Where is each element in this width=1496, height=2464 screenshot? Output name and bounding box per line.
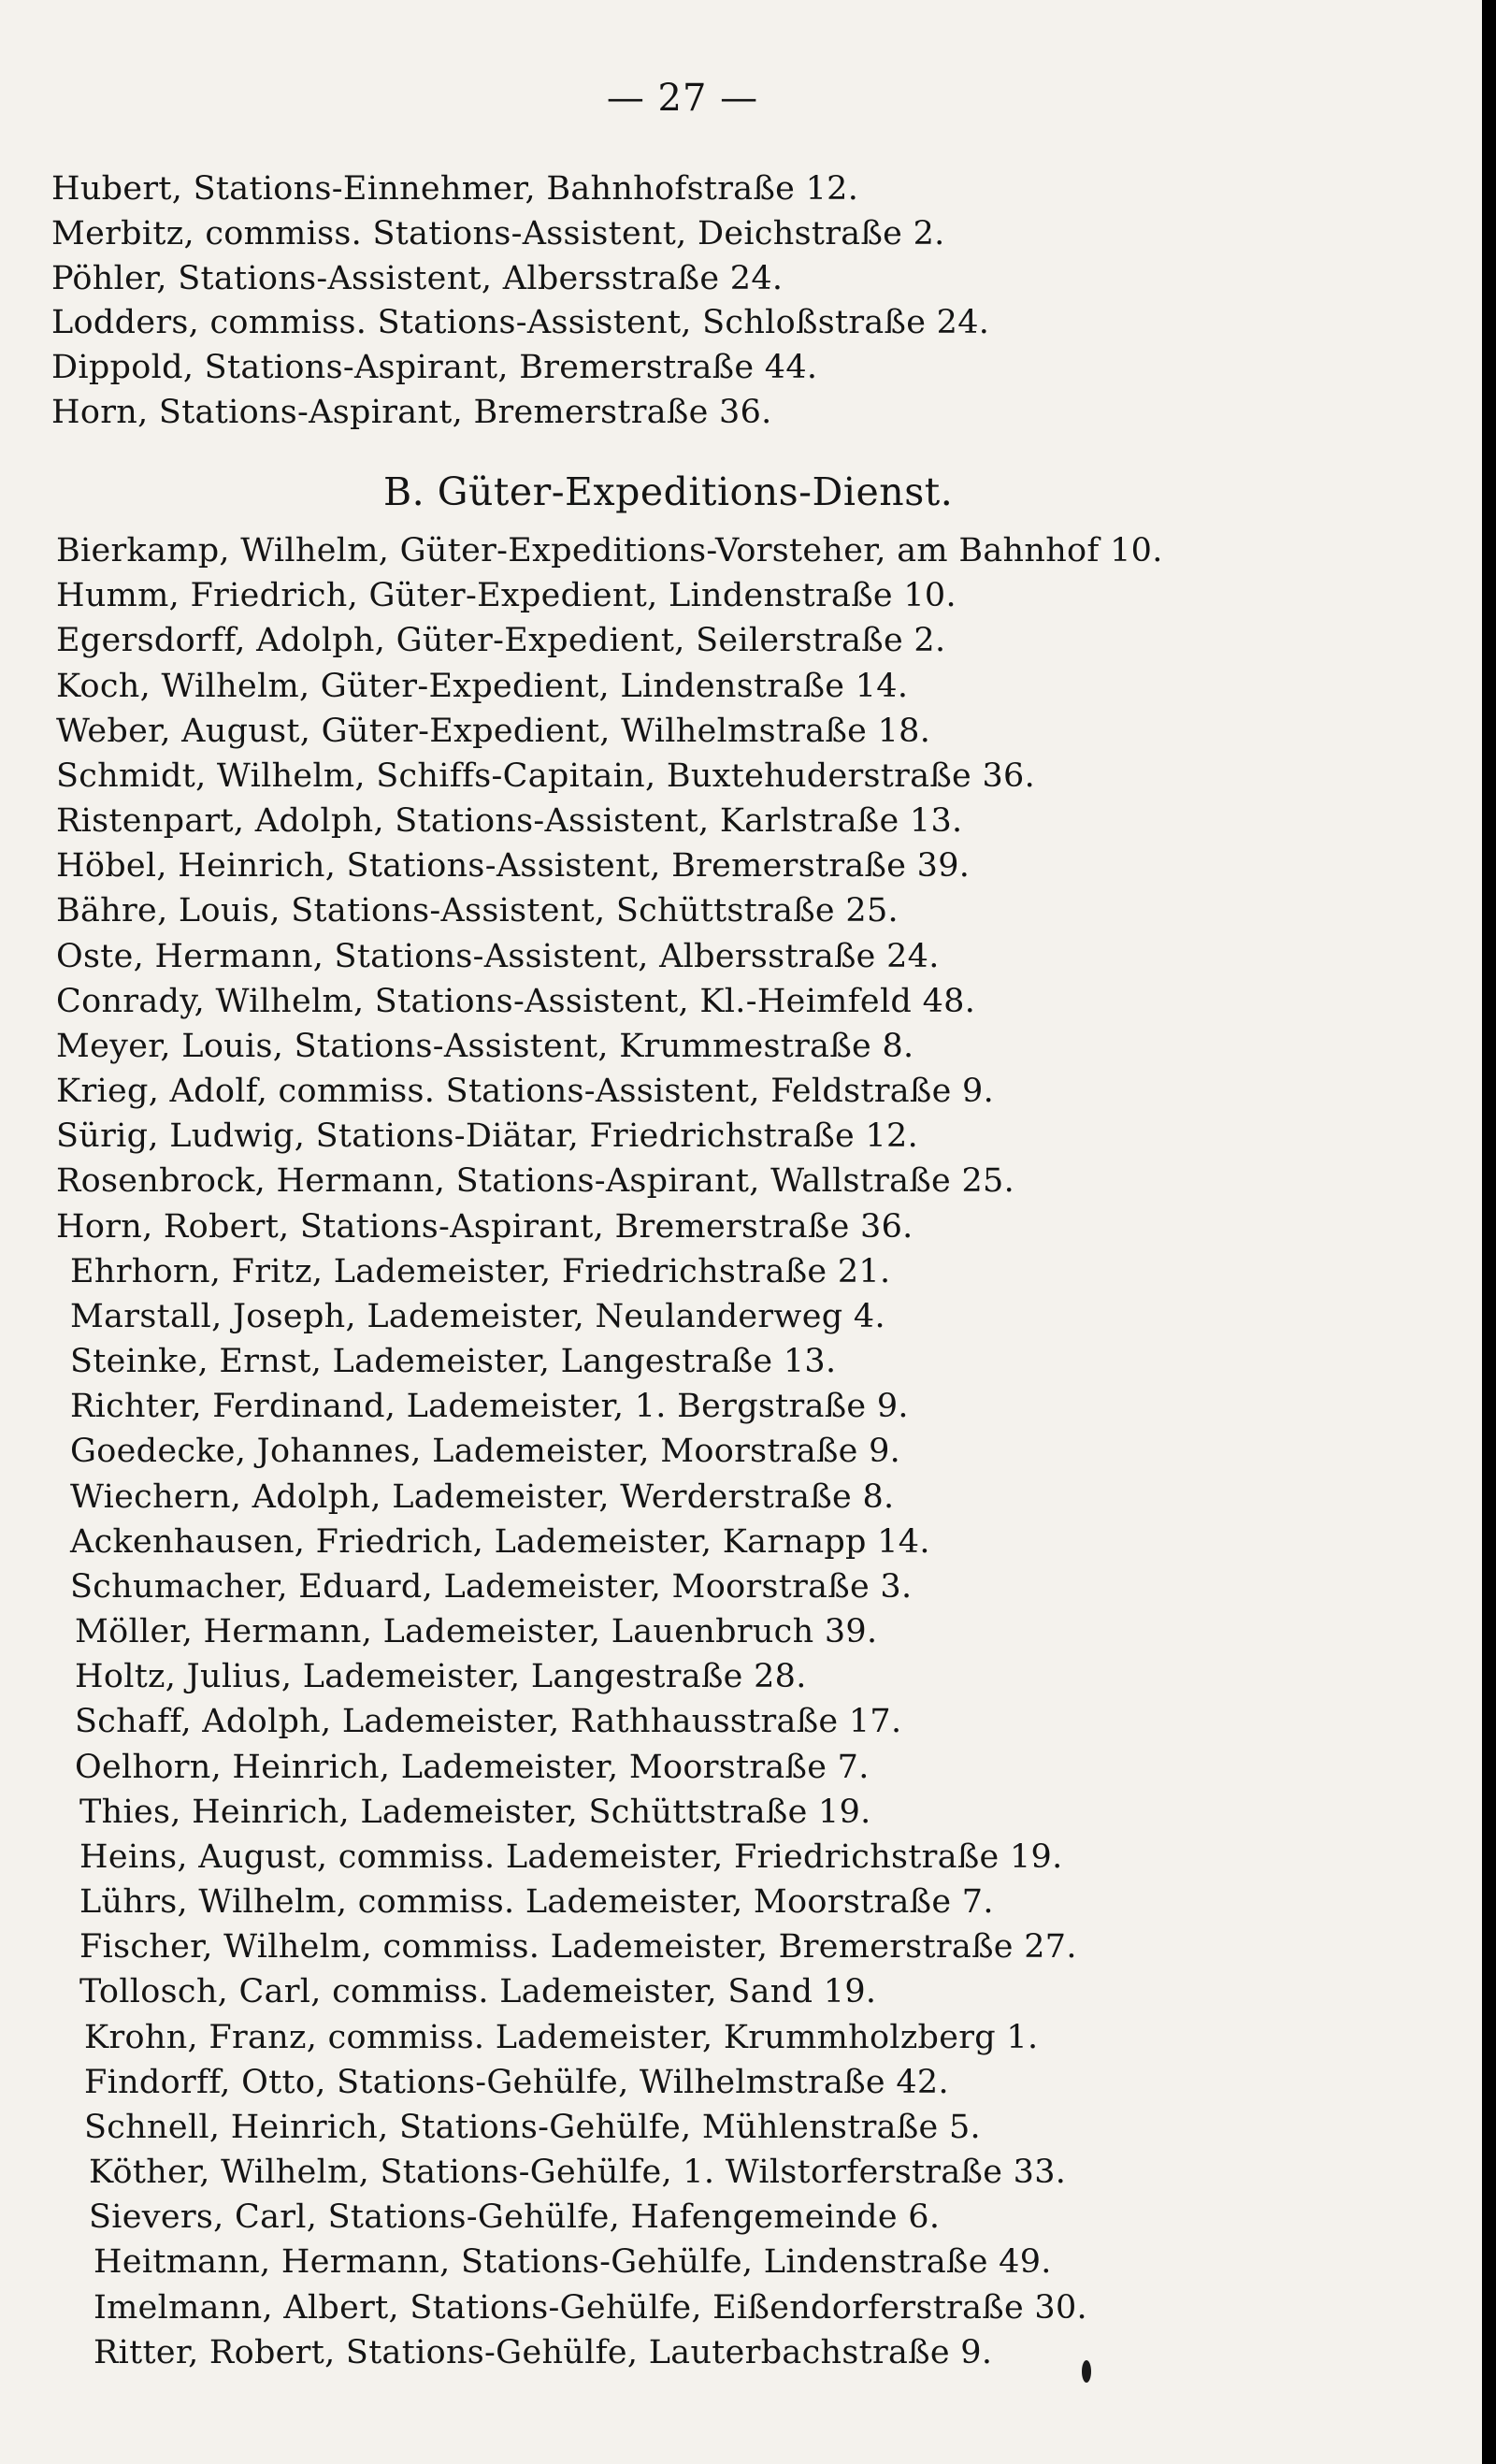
list-item: Imelmann, Albert, Stations-Gehülfe, Eißendorferstraße 30. (94, 2289, 1087, 2327)
list-item: Bierkamp, Wilhelm, Güter-Expeditions-Vorsteher, am Bahnhof 10. (56, 532, 1163, 569)
list-item: Weber, August, Güter-Expedient, Wilhelmstraße 18. (56, 713, 931, 750)
list-item: Marstall, Joseph, Lademeister, Neulanderweg 4. (70, 1298, 885, 1335)
list-item: Horn, Robert, Stations-Aspirant, Bremerstraße 36. (56, 1208, 913, 1246)
list-item: Ehrhorn, Fritz, Lademeister, Friedrichstraße 21. (70, 1253, 891, 1290)
list-item: Dippold, Stations-Aspirant, Bremerstraße 44. (51, 349, 818, 386)
list-item: Goedecke, Johannes, Lademeister, Moorstraße 9. (70, 1433, 901, 1470)
list-item: Conrady, Wilhelm, Stations-Assistent, Kl.-Heimfeld 48. (56, 983, 976, 1020)
list-item: Koch, Wilhelm, Güter-Expedient, Lindenstraße 14. (56, 668, 909, 705)
list-item: Schnell, Heinrich, Stations-Gehülfe, Mühlenstraße 5. (84, 2109, 981, 2146)
list-item: Schmidt, Wilhelm, Schiffs-Capitain, Buxtehuderstraße 36. (56, 757, 1036, 795)
list-item: Ackenhausen, Friedrich, Lademeister, Karnapp 14. (70, 1523, 930, 1561)
list-item: Thies, Heinrich, Lademeister, Schüttstraße 19. (79, 1794, 871, 1831)
list-item: Sürig, Ludwig, Stations-Diätar, Friedrichstraße 12. (56, 1117, 919, 1155)
list-item: Hubert, Stations-Einnehmer, Bahnhofstraße 12. (51, 170, 859, 208)
list-item: Heitmann, Hermann, Stations-Gehülfe, Lindenstraße 49. (94, 2243, 1052, 2281)
list-item: Fischer, Wilhelm, commiss. Lademeister, Bremerstraße 27. (79, 1928, 1077, 1966)
list-item: Richter, Ferdinand, Lademeister, 1. Bergstraße 9. (70, 1388, 909, 1425)
list-item: Pöhler, Stations-Assistent, Albersstraße 24. (51, 260, 784, 297)
list-item: Lodders, commiss. Stations-Assistent, Schloßstraße 24. (51, 304, 990, 341)
list-item: Egersdorff, Adolph, Güter-Expedient, Seilerstraße 2. (56, 622, 946, 659)
page-number: — 27 — (606, 77, 759, 120)
list-item: Köther, Wilhelm, Stations-Gehülfe, 1. Wilstorferstraße 33. (89, 2154, 1067, 2191)
list-item: Merbitz, commiss. Stations-Assistent, Deichstraße 2. (51, 215, 945, 252)
list-item: Tollosch, Carl, commiss. Lademeister, Sand 19. (79, 1973, 877, 2010)
list-item: Lührs, Wilhelm, commiss. Lademeister, Moorstraße 7. (79, 1883, 994, 1921)
list-item: Steinke, Ernst, Lademeister, Langestraße 13. (70, 1343, 837, 1380)
list-item: Sievers, Carl, Stations-Gehülfe, Hafengemeinde 6. (89, 2198, 941, 2236)
list-item: Humm, Friedrich, Güter-Expedient, Lindenstraße 10. (56, 577, 957, 614)
section-heading: B. Güter-Expeditions-Dienst. (383, 469, 954, 514)
list-item: Möller, Hermann, Lademeister, Lauenbruch 39. (75, 1613, 878, 1650)
list-item: Findorff, Otto, Stations-Gehülfe, Wilhelmstraße 42. (84, 2064, 949, 2101)
ink-blot (1082, 2360, 1091, 2383)
list-item: Höbel, Heinrich, Stations-Assistent, Bremerstraße 39. (56, 847, 971, 885)
list-item: Heins, August, commiss. Lademeister, Friedrichstraße 19. (79, 1838, 1063, 1876)
list-item: Bähre, Louis, Stations-Assistent, Schüttstraße 25. (56, 892, 899, 929)
list-item: Ritter, Robert, Stations-Gehülfe, Lauterbachstraße 9. (94, 2334, 993, 2371)
list-item: Oste, Hermann, Stations-Assistent, Albersstraße 24. (56, 938, 940, 975)
list-item: Oelhorn, Heinrich, Lademeister, Moorstraße 7. (75, 1749, 870, 1786)
list-item: Krohn, Franz, commiss. Lademeister, Krummholzberg 1. (84, 2019, 1039, 2056)
list-item: Meyer, Louis, Stations-Assistent, Krummestraße 8. (56, 1028, 914, 1065)
list-item: Schumacher, Eduard, Lademeister, Moorstraße 3. (70, 1568, 913, 1606)
list-item: Wiechern, Adolph, Lademeister, Werderstraße 8. (70, 1478, 895, 1516)
list-item: Rosenbrock, Hermann, Stations-Aspirant, Wallstraße 25. (56, 1162, 1015, 1200)
list-item: Schaff, Adolph, Lademeister, Rathhausstraße 17. (75, 1703, 902, 1740)
list-item: Horn, Stations-Aspirant, Bremerstraße 36. (51, 394, 772, 431)
list-item: Krieg, Adolf, commiss. Stations-Assistent, Feldstraße 9. (56, 1073, 995, 1110)
list-item: Holtz, Julius, Lademeister, Langestraße 28. (75, 1658, 807, 1695)
list-item: Ristenpart, Adolph, Stations-Assistent, Karlstraße 13. (56, 802, 963, 840)
